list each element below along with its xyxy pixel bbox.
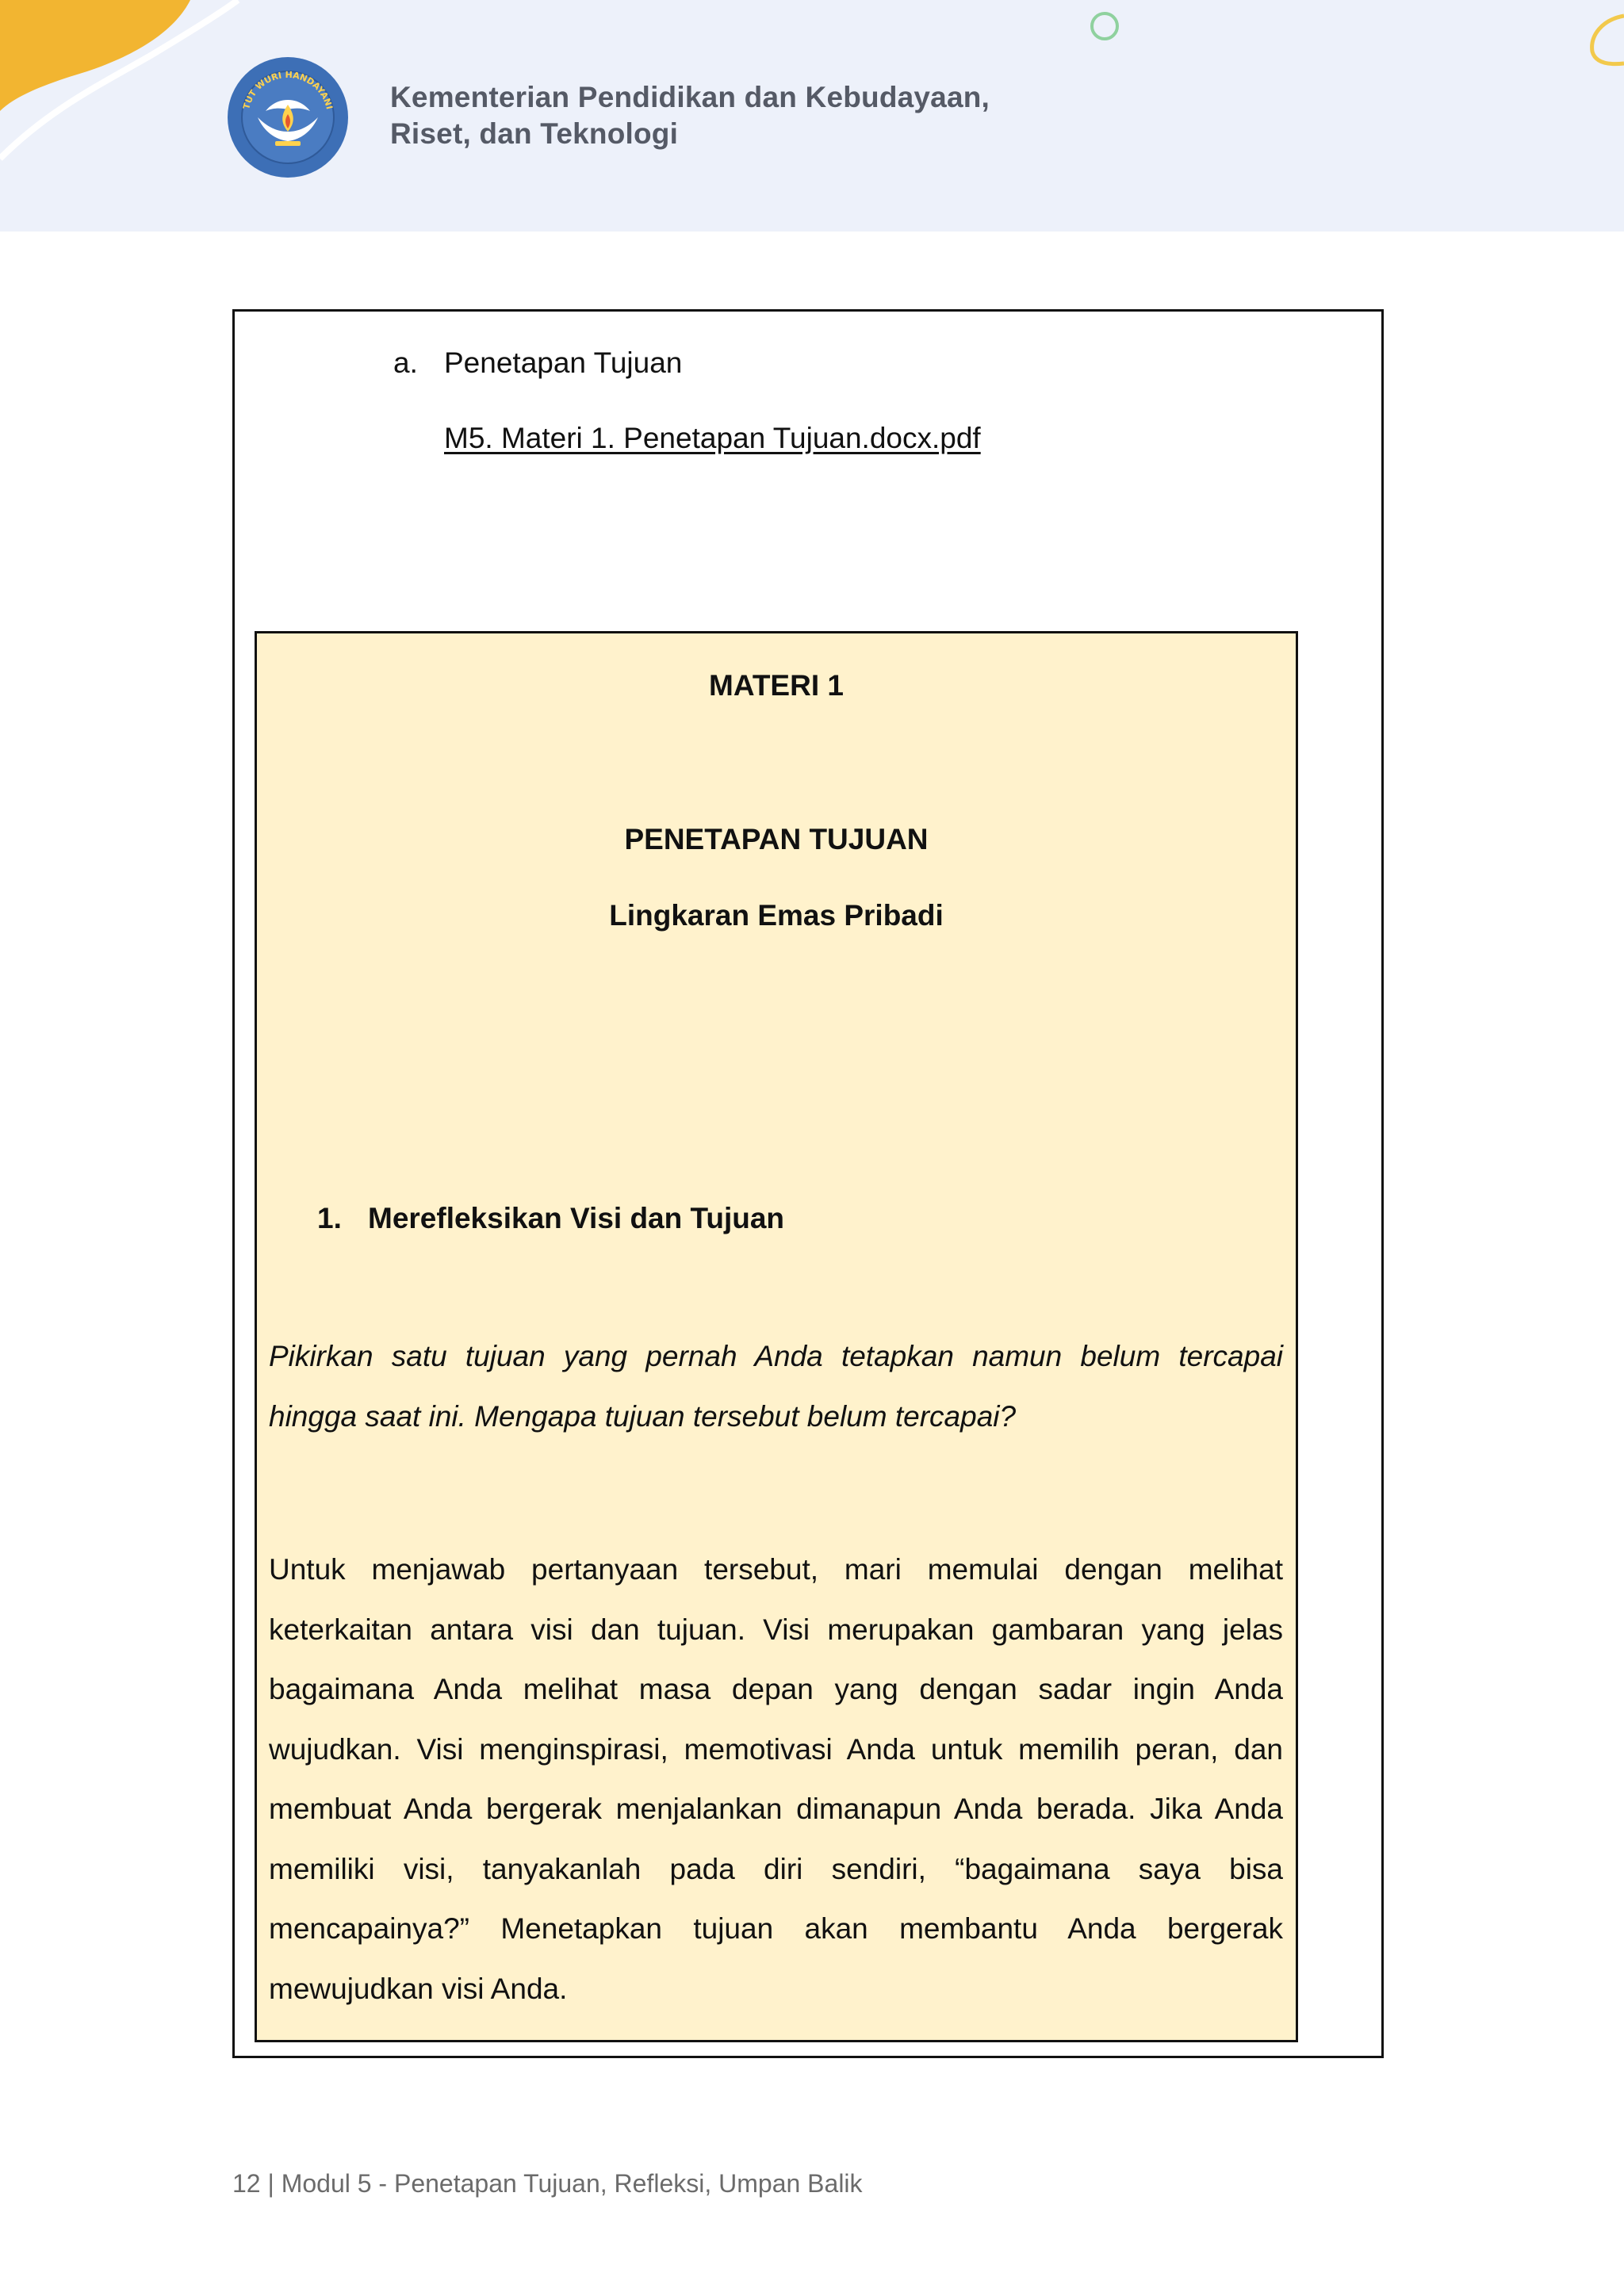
materi-label: MATERI 1 (709, 669, 844, 702)
heading-title: Merefleksikan Visi dan Tujuan (368, 1202, 785, 1234)
tut-wuri-handayani-logo (226, 55, 350, 179)
question-line: Pikirkan satu tujuan yang pernah Anda tetapkan namun belum tercapai (269, 1340, 1283, 1372)
ministry-name-line2: Riset, dan Teknologi (390, 117, 679, 150)
body-line: mencapainya?” Menetapkan tujuan akan membantu Anda bergerak (269, 1912, 1283, 1945)
body-line: keterkaitan antara visi dan tujuan. Visi merupakan gambaran yang jelas (269, 1613, 1283, 1646)
body-line: membuat Anda bergerak menjalankan dimanapun Anda berada. Jika Anda (269, 1793, 1283, 1825)
section-letter: a. (393, 346, 418, 379)
materi-file-link[interactable]: M5. Materi 1. Penetapan Tujuan.docx.pdf (444, 422, 981, 454)
yellow-wave-shape (0, 0, 190, 111)
body-line: mewujudkan visi Anda. (269, 1972, 568, 2005)
body-line: wujudkan. Visi menginspirasi, memotivasi Anda untuk memilih peran, dan (269, 1732, 1283, 1766)
green-circle-shape (1092, 13, 1117, 39)
yellow-curve-shape (1592, 16, 1624, 64)
numbered-heading (317, 1199, 784, 1238)
page-footer: 12 | Modul 5 - Penetapan Tujuan, Refleksi, Umpan Balik (232, 2169, 863, 2198)
ministry-name (390, 79, 990, 152)
page-header (0, 0, 1624, 232)
body-paragraph (269, 1540, 1283, 2019)
section-heading (393, 343, 682, 383)
question-line: hingga saat ini. Mengapa tujuan tersebut belum tercapai? (269, 1399, 1017, 1433)
body-line: memiliki visi, tanyakanlah pada diri sendiri, “bagaimana saya bisa (269, 1852, 1283, 1885)
svg-text:TUT WURI HANDAYANI: TUT WURI HANDAYANI (241, 69, 335, 111)
body-line: bagaimana Anda melihat masa depan yang dengan sadar ingin Anda (269, 1673, 1283, 1705)
reflection-question (269, 1326, 1283, 1446)
section-title: Penetapan Tujuan (444, 346, 683, 379)
body-line: Untuk menjawab pertanyaan tersebut, mari memulai dengan melihat (269, 1553, 1283, 1586)
heading-number: 1. (317, 1202, 342, 1234)
materi-title: PENETAPAN TUJUAN (624, 823, 929, 855)
ministry-name-line1: Kementerian Pendidikan dan Kebudayaan, (390, 81, 990, 113)
materi-subtitle: Lingkaran Emas Pribadi (609, 899, 944, 932)
